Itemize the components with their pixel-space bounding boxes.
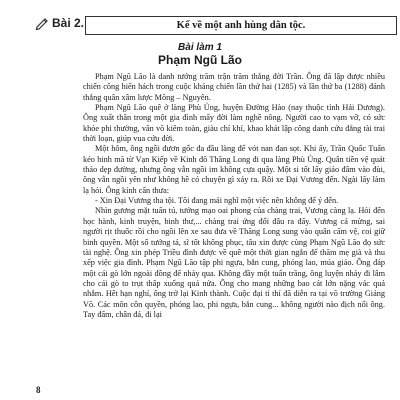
essay-label: Bài làm 1 — [178, 42, 222, 53]
essay-body — [83, 72, 385, 320]
essay-title: Phạm Ngũ Lão — [157, 53, 242, 67]
pencil-icon — [35, 16, 49, 30]
paragraph: Phạm Ngũ Lão quê ở làng Phù Ủng, huyện Đường Hào (nay thuộc tỉnh Hải Dương). Ông xuất thân trong một gia đình mấy đời làm nghề nông. Người cao to vạm vỡ, có sức khỏe phi thường, văn võ kiêm toàn, giàu chí khí, khao khát lập công danh cứu đẳng tài trai thời loạn, giúp vua cứu đời. — [83, 103, 385, 144]
lesson-badge — [35, 11, 89, 35]
paragraph: Phạm Ngũ Lão là danh tướng trăm trận trăm thắng đời Trần. Ông đã lập được nhiều chiến công hiển hách trong cuộc kháng chiến lần thứ hai (1285) và lần thứ ba (1288) đánh thắng quân xâm lược Mông – Nguyên. — [83, 72, 385, 102]
lesson-header — [35, 11, 398, 37]
paragraph: - Xin Đại Vương tha tội. Tôi đang mải nghĩ một việc nên không để ý đến. — [95, 196, 339, 206]
lesson-title: Kể về một anh hùng dân tộc. — [85, 16, 397, 35]
lesson-badge-label: Bài 2. — [52, 16, 85, 30]
paragraph: Một hôm, ông ngồi đươn gốc đa đầu làng để vót nan đan sọt. Khi ấy, Trần Quốc Tuấn kéo binh mã từ Vạn Kiếp về Kinh đô Thăng Long đi qua làng Phù Ủng. Quân tiền vệ quát tháo dẹp đường, nhưng ông vẫn ngồi im không cựa quậy. Một si tốt lấy giáo đâm vào đùi, ông vẫn ngồi yên như không hề có chuyện gì xảy ra. Rồi xe Đại Vương đến. Ngài lấy làm lạ hỏi. Ông kính cẩn thưa: — [83, 144, 385, 195]
paragraph: Nhìn gương mặt tuấn tú, tướng mạo oai phong của chàng trai, Vương càng lạ. Hỏi đến học hành, kinh truyện, binh thư,... chàng trai ứng đối đâu ra đấy. Vương cả mừng, sai người rịt thuốc rồi cho ngồi lên xe sau đưa về Thăng Long sung vào quân cấm vệ, coi giữ binh quyền. Một số tướng tá, sĩ tốt không phục, tâu xin được cùng Phạm Ngũ Lão đọ sức tài nghệ. Ông xin phép Triều đình được về quê một thời gian ngắn để thăm mẹ già và thu xếp việc gia đình. Phạm Ngũ Lão tập phi ngựa, bắn cung, phóng lao, múa giáo. Ông đáp một cái gò lớn ngoài đồng để nhảy qua. Không đầy một tuấn trăng, ông luyện nhảy đi lâm cho cái gò to trụt thấp xuống quá nửa. Ông cho mang những bao cát lớn nặng vác quả nhắm. Hết hạn nghỉ, ông trở lại Kinh thành. Cuộc đại tỉ thí đã diễn ra tại võ trường Giảng Võ. Các môn côn quyền, phóng lao, phi ngựa, bắn cung... không người nào địch nổi ông. Tay đấm, chân đá, đi lại — [83, 206, 385, 319]
page-number: 8 — [36, 385, 41, 395]
